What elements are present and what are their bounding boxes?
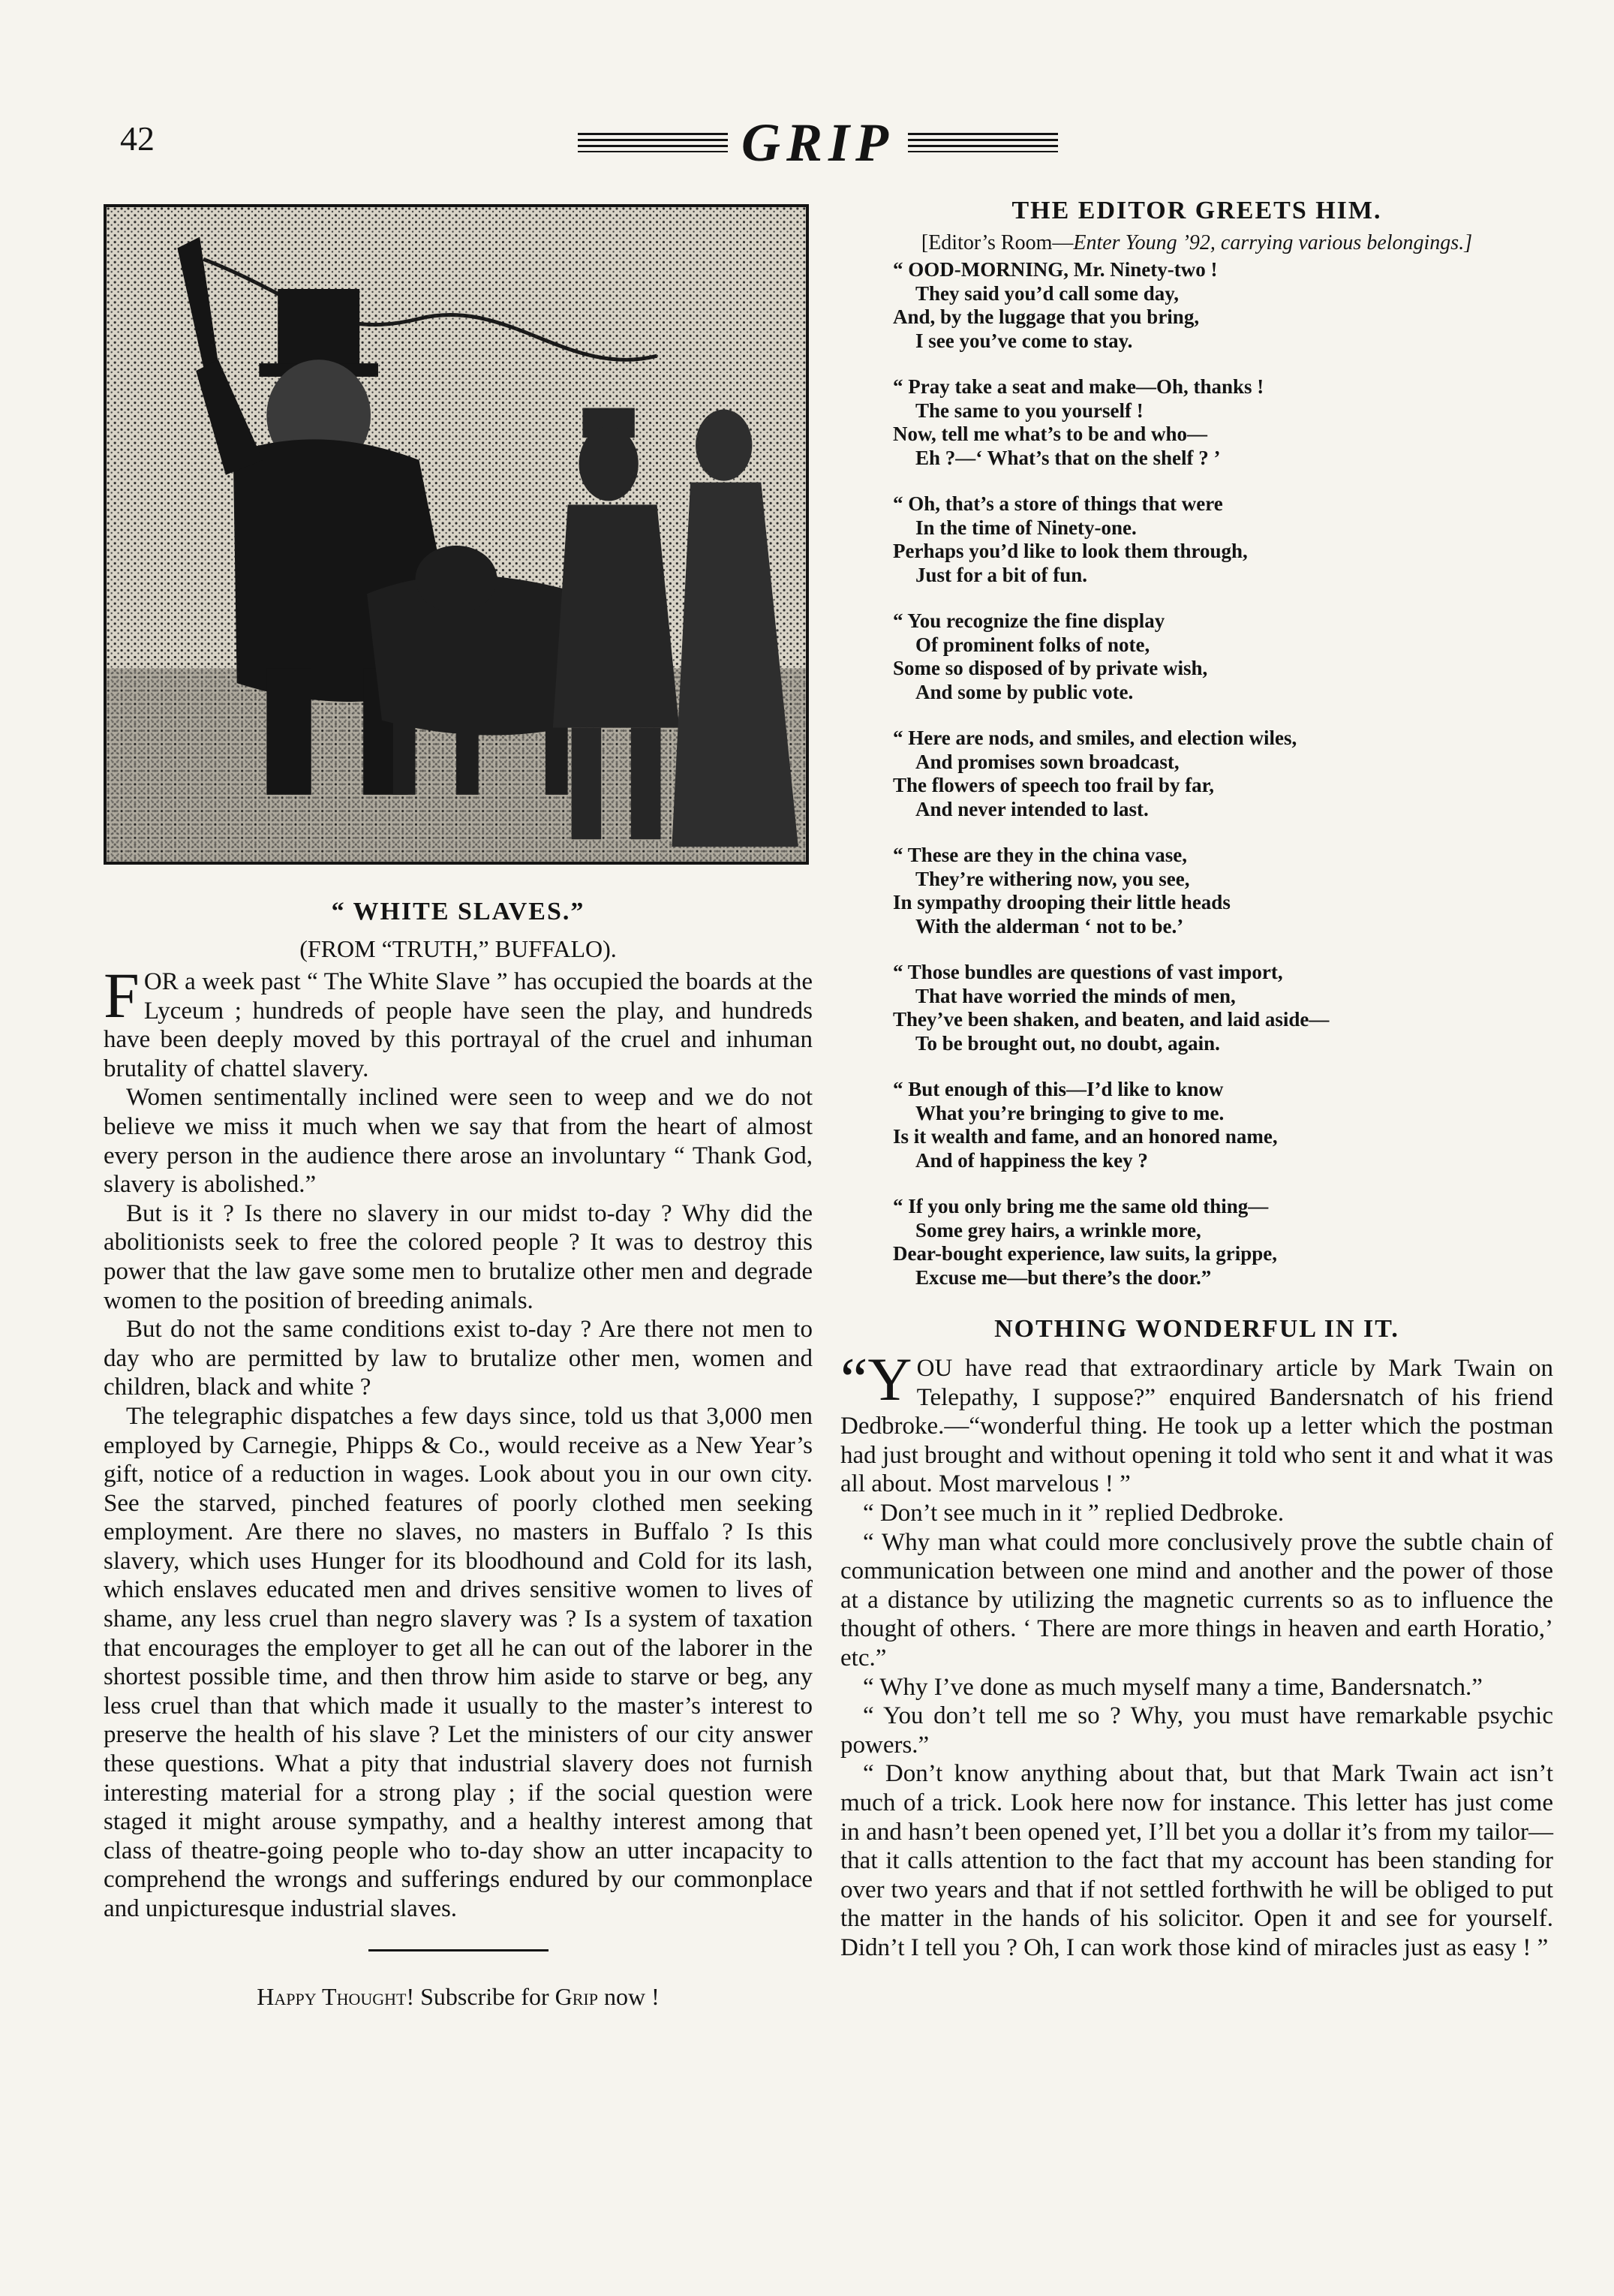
masthead-rule-left [578, 133, 728, 152]
page-number: 42 [120, 119, 155, 158]
poem-line: Just for a bit of fun. [915, 563, 1088, 586]
masthead [578, 113, 1058, 173]
poem-line: “ Pray take a seat and make—Oh, thanks ! [893, 375, 1264, 398]
second-article-body [840, 1345, 1553, 1962]
cartoon-illustration [104, 204, 809, 865]
poem-line: “ You recognize the fine display [893, 609, 1165, 632]
article-paragraph: “ Why man what could more conclusively prove the subtle chain of communication between one mind and another and the power of those at a distance by utilizing the magnetic currents so as to influence the thought of others. ‘ There are more things in heaven and earth Horatio,’ etc.” [840, 1528, 1553, 1672]
poem-stanza [893, 727, 1553, 821]
article-body [104, 959, 813, 1924]
poem-line: Eh ?—‘ What’s that on the shelf ? ’ [915, 446, 1221, 469]
poem-line: Is it wealth and fame, and an honored name, [893, 1125, 1278, 1148]
poem-stanza [893, 492, 1553, 587]
article-paragraph: But is it ? Is there no slavery in our midst to-day ? Why did the abolitionists seek to free the colored people ? It was to destroy this power that the law gave some men to brutalize other men and degrade women to the position of breeding animals. [104, 1199, 813, 1314]
poem-line: I see you’ve come to stay. [915, 329, 1133, 352]
article-paragraph: “ Don’t see much in it ” replied Dedbroke. [863, 1499, 1285, 1527]
poem-line: And of happiness the key ? [915, 1148, 1148, 1172]
poem-line: With the alderman ‘ not to be.’ [915, 914, 1184, 937]
drop-cap: F [104, 959, 140, 1031]
poem-line: And never intended to last. [915, 797, 1149, 820]
poem-line: Now, tell me what’s to be and who— [893, 423, 1208, 445]
poem-headline: THE EDITOR GREETS HIM. [1011, 197, 1382, 224]
poem-line: Dear-bought experience, law suits, la grippe, [893, 1242, 1277, 1265]
poem-line: And promises sown broadcast, [915, 750, 1180, 773]
subscribe-notice: Happy Thought! Subscribe for Grip now ! [257, 1982, 660, 2010]
poem-line: Of prominent folks of note, [915, 633, 1150, 656]
poem-line: In sympathy drooping their little heads [893, 891, 1231, 913]
poem-line: Some grey hairs, a wrinkle more, [915, 1218, 1201, 1241]
article-headline: “ WHITE SLAVES.” [331, 898, 585, 925]
second-article-headline: NOTHING WONDERFUL IN IT. [994, 1315, 1399, 1343]
poem-stanza [893, 844, 1553, 938]
poem-line: They’ve been shaken, and beaten, and laid aside— [893, 1008, 1330, 1031]
poem-line: Perhaps you’d like to look them through, [893, 540, 1248, 562]
poem-line: Excuse me—but there’s the door.” [915, 1265, 1212, 1289]
stage-direction: [Editor’s Room—Enter Young ’92, carrying various belongings.] [921, 231, 1473, 254]
poem-stanza [893, 1078, 1553, 1172]
poem-stanza [893, 258, 1553, 353]
poem-line: To be brought out, no doubt, again. [915, 1031, 1220, 1055]
article-paragraph: “ Don’t know anything about that, but that Mark Twain act isn’t much of a trick. Look here now for instance. This letter has just come in and hasn’t been opened yet, I’ll bet you a dollar it’s from my tailor—that it calls attention to the fact that my account has been standing for over two years and that if not settled forthwith he will be obliged to put the matter in the hands of his solicitor. Open it and see for yourself. Didn’t I tell you ? Oh, I can work those kind of miracles just as easy ! ” [840, 1760, 1553, 1961]
masthead-title: GRIP [741, 112, 895, 173]
poem-line: “ Those bundles are questions of vast import, [893, 961, 1283, 983]
poem-line: “ These are they in the china vase, [893, 844, 1188, 866]
poem-line: Some so disposed of by private wish, [893, 657, 1208, 679]
poem-line: And some by public vote. [915, 680, 1134, 703]
article-paragraph: “ Why I’ve done as much myself many a time, Bandersnatch.” [863, 1673, 1483, 1701]
poem-line: “ If you only bring me the same old thing— [893, 1195, 1269, 1217]
poem-line: The flowers of speech too frail by far, [893, 774, 1214, 796]
poem-line: “ Here are nods, and smiles, and election wiles, [893, 727, 1297, 749]
poem-line: In the time of Ninety-one. [915, 516, 1137, 539]
divider-rule [368, 1949, 549, 1951]
poem-stanza [893, 375, 1553, 470]
poem-line: “ Oh, that’s a store of things that were [893, 492, 1223, 515]
poem-line: And, by the luggage that you bring, [893, 305, 1200, 328]
poem-line: “ OOD-MORNING, Mr. Ninety-two ! [893, 258, 1218, 281]
second-article [840, 1315, 1553, 1962]
drop-cap: “Y [840, 1345, 912, 1413]
poem [893, 258, 1553, 1289]
article-subhead: (FROM “TRUTH,” BUFFALO). [299, 935, 617, 962]
article-paragraph: Women sentimentally inclined were seen to weep and we do not believe we miss it much when we say that from the heart of almost every person in the audience there arose an involuntary “ Thank God, slavery is abolished.” [104, 1084, 813, 1199]
poem-stanza [893, 609, 1553, 704]
poem-line: They said you’d call some day, [915, 281, 1180, 305]
poem-stanza [893, 961, 1553, 1055]
poem-line: “ But enough of this—I’d like to know [893, 1078, 1224, 1100]
poem-line: What you’re bringing to give to me. [915, 1101, 1225, 1124]
article-paragraph: “ You don’t tell me so ? Why, you must have remarkable psychic powers.” [840, 1702, 1553, 1759]
masthead-rule-right [908, 133, 1058, 152]
poem-line: The same to you yourself ! [915, 399, 1144, 422]
poem-stanza [893, 1195, 1553, 1289]
article-paragraph: The telegraphic dispatches a few days since, told us that 3,000 men employed by Carnegie, Phipps & Co., would receive as a New Year’s gift, notice of a reduction in wages. Look about you in our own city. See the starved, pinched features of poorly clothed men seeking employment. Are there no slaves, no masters in Buffalo ? Is this slavery, which uses Hunger for its bloodhound and Cold for its lash, which enslaves educated men and drives sensitive women to lives of shame, any less cruel than negro slavery was ? Is a system of taxation that encourages the employer to get all he can out of the laborer in the shortest possible time, and then throw him aside to starve or beg, any less cruel than that which made it usually to the master’s interest to preserve the health of his slave ? Let the ministers of our city answer these questions. What a pity that industrial slavery does not furnish interesting material for a strong play ; if the social question were staged it might arouse sympathy, and a healthy interest among that class of theatre-going people who to-day show an utter incapacity to comprehend the wrongs and sufferings endured by our commonplace and unpicturesque industrial slaves. [104, 1402, 813, 1922]
article-paragraph: “YOU have read that extraordinary article by Mark Twain on Telepathy, I suppose?” enquired Bandersnatch of his friend Dedbroke.—“wonderful thing. He took up a letter which the postman had just brought and without opening it told who sent it and what it was all about. Most marvelous ! ” [840, 1345, 1553, 1498]
article-paragraph: But do not the same conditions exist to-day ? Are there not men to day who are permitted by law to brutalize other men, women and children, black and white ? [104, 1316, 813, 1401]
article-paragraph: FOR a week past “ The White Slave ” has occupied the boards at the Lyceum ; hundreds of people have seen the play, and hundreds have been deeply moved by this portrayal of the cruel and inhuman brutality of chattel slavery. [104, 959, 813, 1082]
right-column [840, 197, 1553, 1962]
left-column [104, 204, 813, 2011]
poem-line: They’re withering now, you see, [915, 867, 1190, 890]
poem-line: That have worried the minds of men, [915, 984, 1236, 1007]
